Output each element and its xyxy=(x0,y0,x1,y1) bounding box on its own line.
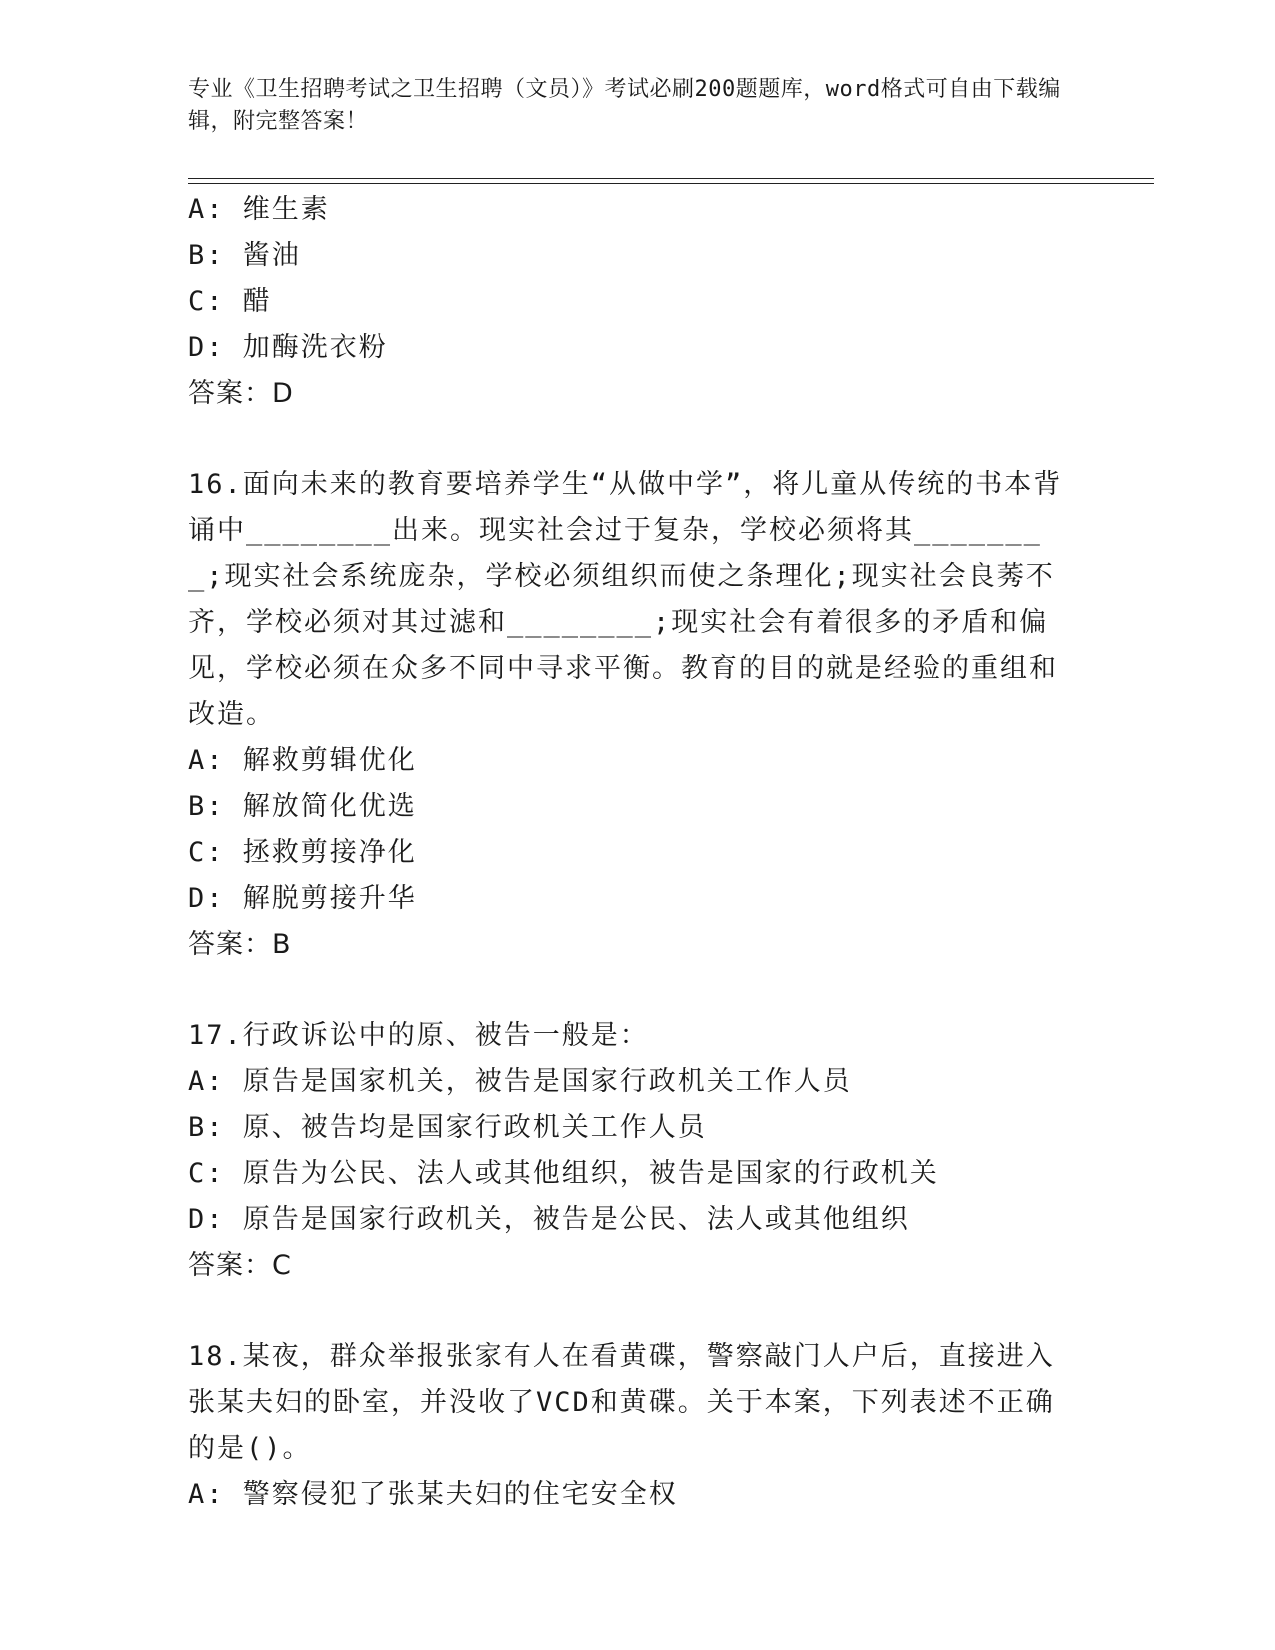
option-a: A: 原告是国家机关，被告是国家行政机关工作人员 xyxy=(188,1066,852,1097)
option-c: C: 原告为公民、法人或其他组织，被告是国家的行政机关 xyxy=(188,1158,939,1189)
header-divider-bottom xyxy=(188,183,1154,184)
option-a: A: 维生素 xyxy=(188,194,330,225)
option-a: A: 警察侵犯了张某夫妇的住宅安全权 xyxy=(188,1479,678,1510)
question-item xyxy=(188,1334,1088,1518)
question-item xyxy=(188,1013,1088,1289)
option-c: C: 拯救剪接净化 xyxy=(188,837,417,868)
answer-line: 答案：C xyxy=(188,1250,292,1281)
option-d: D: 加酶洗衣粉 xyxy=(188,332,388,363)
document-header: 专业《卫生招聘考试之卫生招聘（文员）》考试必刷200题题库，word格式可自由下载编辑，附完整答案！ xyxy=(188,77,1061,134)
option-d: D: 原告是国家行政机关，被告是公民、法人或其他组织 xyxy=(188,1204,910,1235)
answer-line: 答案：D xyxy=(188,378,294,409)
question-list xyxy=(188,187,1088,1518)
option-b: B: 酱油 xyxy=(188,240,301,271)
option-b: B: 原、被告均是国家行政机关工作人员 xyxy=(188,1112,707,1143)
question-item xyxy=(188,462,1088,968)
question-item xyxy=(188,187,1088,417)
option-a: A: 解救剪辑优化 xyxy=(188,745,417,776)
question-stem: 16.面向未来的教育要培养学生“从做中学”，将儿童从传统的书本背诵中________出来。现实社会过于复杂，学校必须将其________;现实社会系统庞杂，学校必须组织而使之条理化;现实社会良莠不齐，学校必须对其过滤和________;现实社会有着很多的矛盾和偏见，学校必须在众多不同中寻求平衡。教育的目的就是经验的重组和改造。 xyxy=(188,469,1063,730)
question-stem: 17.行政诉讼中的原、被告一般是： xyxy=(188,1020,649,1051)
header-divider-top xyxy=(188,178,1154,179)
answer-line: 答案：B xyxy=(188,929,292,960)
question-stem: 18.某夜，群众举报张家有人在看黄碟，警察敲门人户后，直接进入张某夫妇的卧室，并没收了VCD和黄碟。关于本案，下列表述不正确的是()。 xyxy=(188,1341,1055,1464)
option-d: D: 解脱剪接升华 xyxy=(188,883,417,914)
option-b: B: 解放简化优选 xyxy=(188,791,417,822)
option-c: C: 醋 xyxy=(188,286,272,317)
